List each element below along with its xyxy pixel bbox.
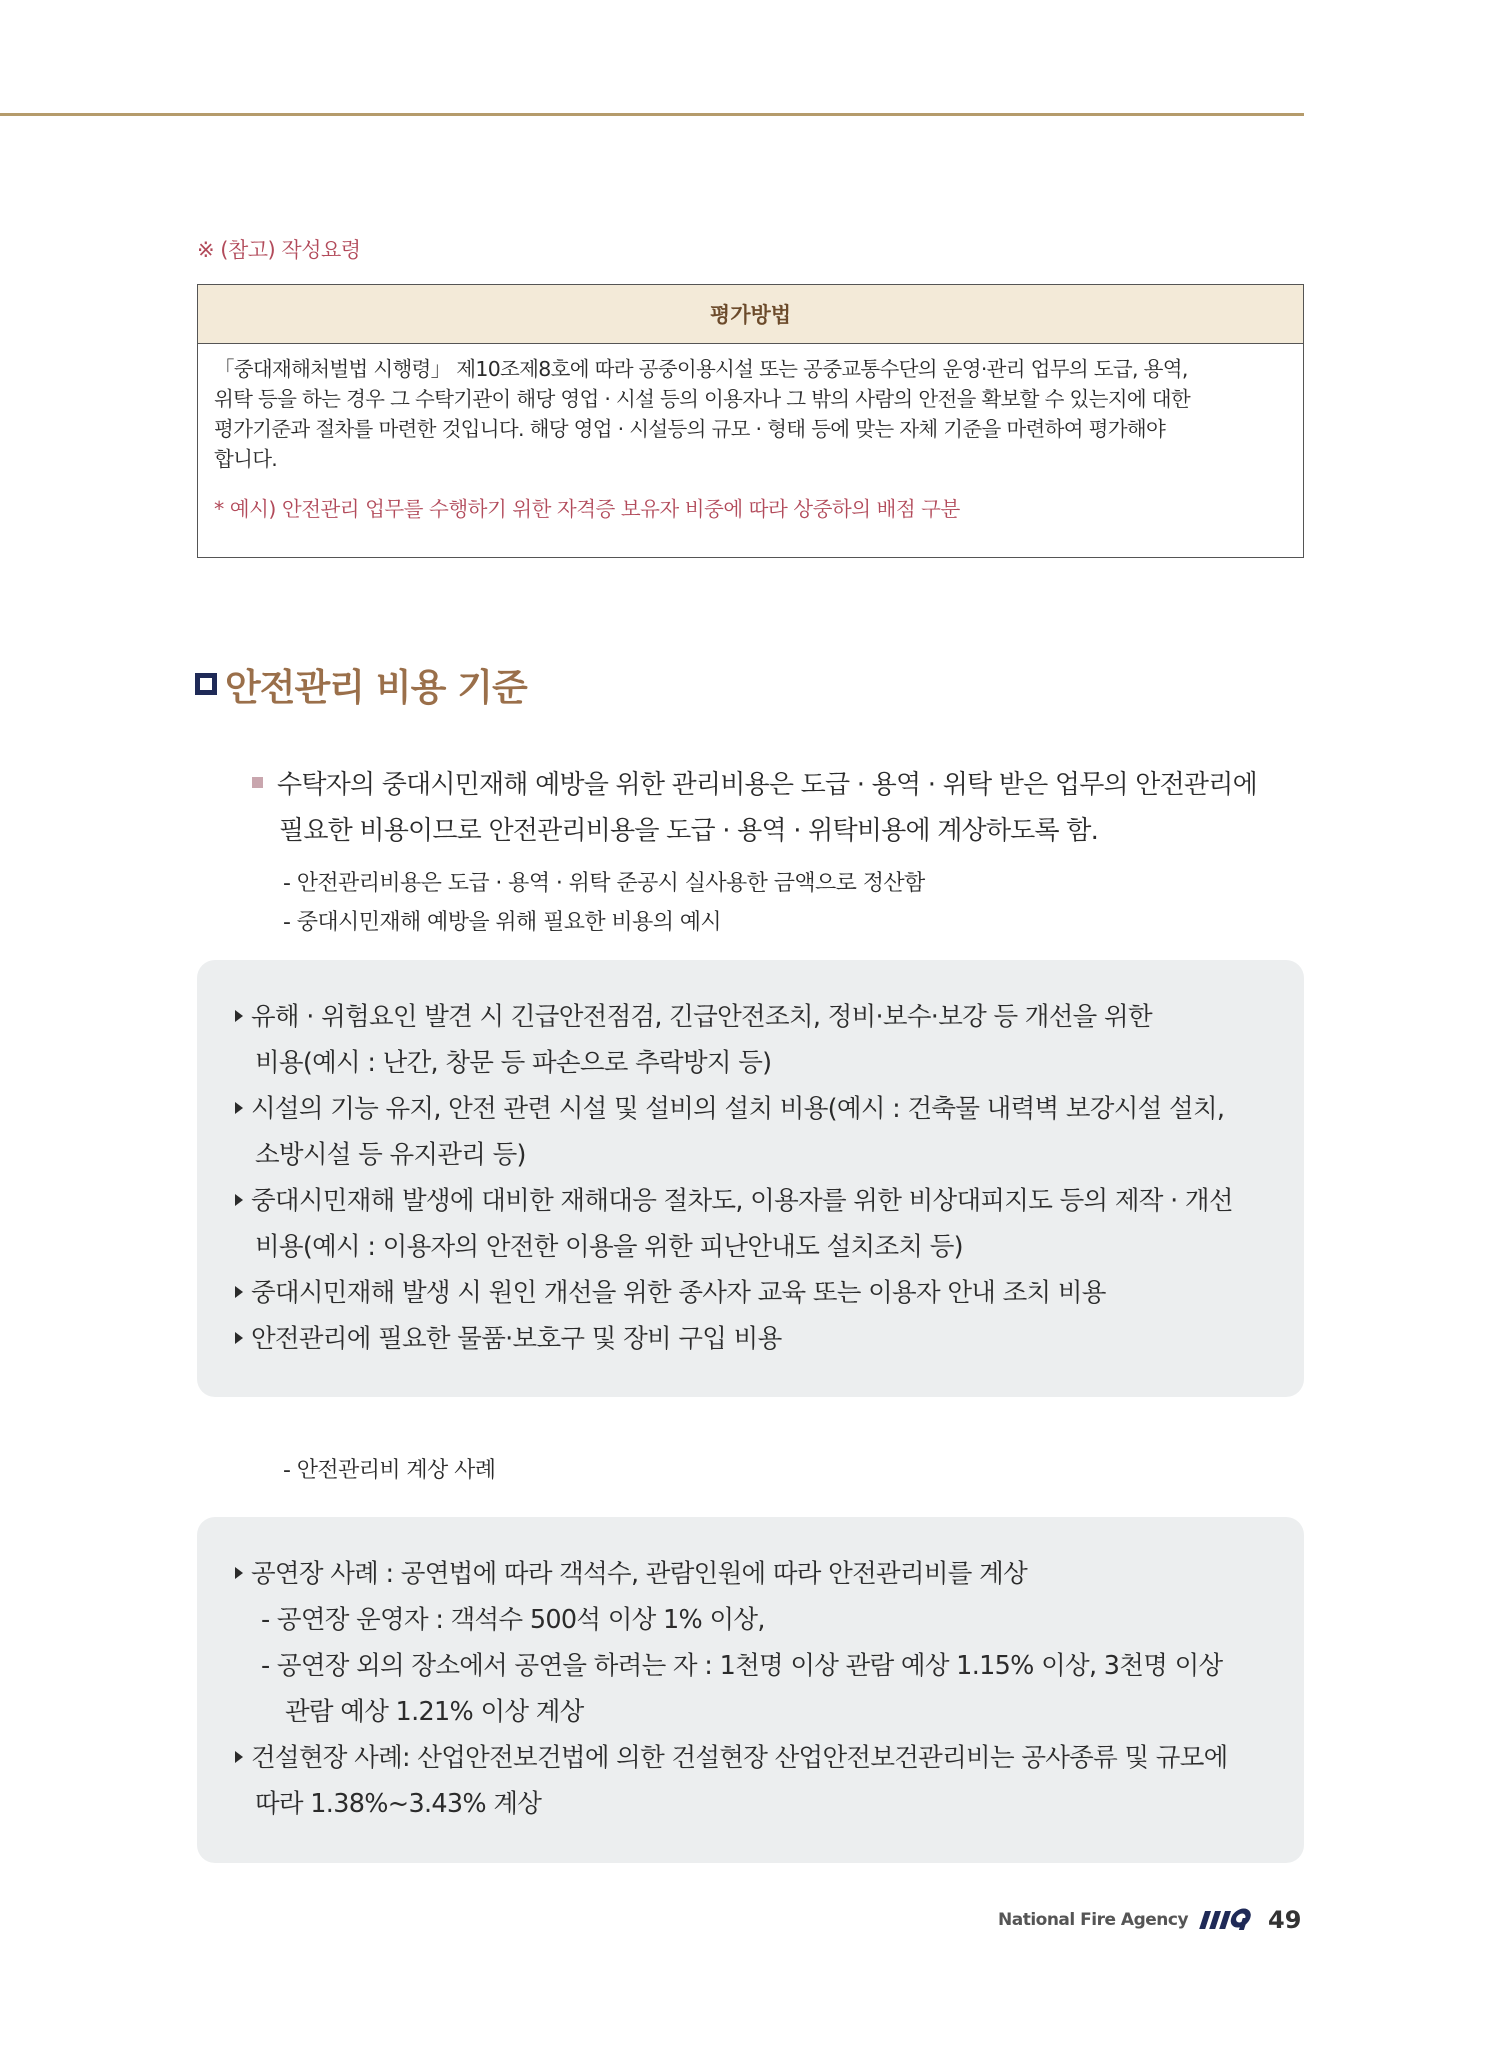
- list-item-text: 중대시민재해 발생에 대비한 재해대응 절차도, 이용자를 위한 비상대피지도 등의 제작 · 개선: [251, 1186, 1233, 1216]
- cost-examples-box: [197, 960, 1304, 1397]
- evaluation-method-header: 평가방법: [198, 285, 1303, 344]
- sub-list-item: - 공연장 운영자 : 객석수 500석 이상 1% 이상,: [261, 1605, 765, 1635]
- page-number: 49: [1268, 1906, 1302, 1934]
- triangle-bullet-icon: [235, 1332, 243, 1344]
- list-item-text: 소방시설 등 유지관리 등): [255, 1140, 526, 1170]
- intro-line-1: 수탁자의 중대시민재해 예방을 위한 관리비용은 도급 · 용역 · 위탁 받은 업무의 안전관리에: [277, 770, 1257, 800]
- triangle-bullet-icon: [235, 1567, 243, 1579]
- evaluation-example: * 예시) 안전관리 업무를 수행하기 위한 자격증 보유자 비중에 따라 상중하의 배점 구분: [214, 497, 960, 521]
- intro-paragraph: [252, 762, 1312, 854]
- cost-cases-box: [197, 1517, 1304, 1863]
- sub-list-item: - 공연장 외의 장소에서 공연을 하려는 자 : 1천명 이상 관람 예상 1.15% 이상, 3천명 이상: [261, 1651, 1223, 1681]
- list-item-text: 비용(예시 : 난간, 창문 등 파손으로 추락방지 등): [255, 1048, 772, 1078]
- triangle-bullet-icon: [235, 1286, 243, 1298]
- list-item-text: 시설의 기능 유지, 안전 관련 시설 및 설비의 설치 비용(예시 : 건축물 내력벽 보강시설 설치,: [251, 1094, 1225, 1124]
- list-item-text: 건설현장 사례: 산업안전보건법에 의한 건설현장 산업안전보건관리비는 공사종류 및 규모에: [251, 1743, 1228, 1773]
- section-title: 안전관리 비용 기준: [225, 666, 527, 709]
- list-item: [235, 994, 1264, 1086]
- intro-sub-item: - 안전관리비용은 도급 · 용역 · 위탁 준공시 실사용한 금액으로 정산함: [283, 871, 925, 896]
- top-rule: [0, 113, 1304, 116]
- square-bullet-icon: [195, 673, 217, 695]
- case-heading: - 안전관리비 계상 사례: [283, 1458, 496, 1483]
- section-heading: [195, 657, 527, 711]
- list-item-text: 공연장 사례 : 공연법에 따라 객석수, 관람인원에 따라 안전관리비를 계상: [251, 1559, 1028, 1589]
- triangle-bullet-icon: [235, 1102, 243, 1114]
- triangle-bullet-icon: [235, 1751, 243, 1763]
- list-item: [235, 1086, 1264, 1178]
- list-item-text: 비용(예시 : 이용자의 안전한 이용을 위한 피난안내도 설치조치 등): [255, 1232, 963, 1262]
- evaluation-text-line: 위탁 등을 하는 경우 그 수탁기관이 해당 영업 · 시설 등의 이용자나 그 밖의 사람의 안전을 확보할 수 있는지에 대한: [214, 387, 1190, 411]
- list-item-text: 안전관리에 필요한 물품·보호구 및 장비 구입 비용: [251, 1324, 782, 1354]
- page-footer: [998, 1906, 1301, 1934]
- list-item-text: 따라 1.38%~3.43% 계상: [255, 1789, 542, 1819]
- sub-list-item-wrap: 관람 예상 1.21% 이상 계상: [285, 1697, 584, 1727]
- triangle-bullet-icon: [235, 1194, 243, 1206]
- evaluation-text-line: 합니다.: [214, 447, 278, 471]
- reference-note: ※ (참고) 작성요령: [197, 238, 361, 262]
- intro-line-2: 필요한 비용이므로 안전관리비용을 도급 · 용역 · 위탁비용에 계상하도록 함.: [279, 816, 1099, 846]
- list-item: [235, 1178, 1264, 1270]
- list-item: [235, 1316, 1264, 1362]
- list-item: [235, 1270, 1264, 1316]
- list-item: [235, 1735, 1264, 1827]
- triangle-bullet-icon: [235, 1010, 243, 1022]
- intro-sub-item: - 중대시민재해 예방을 위해 필요한 비용의 예시: [283, 910, 722, 935]
- square-bullet-icon: [252, 777, 263, 788]
- evaluation-text-line: 평가기준과 절차를 마련한 것입니다. 해당 영업 · 시설등의 규모 · 형태 등에 맞는 자체 기준을 마련하여 평가해야: [214, 417, 1166, 441]
- evaluation-method-table: [197, 284, 1304, 558]
- list-item: [235, 1551, 1264, 1597]
- list-item-text: 중대시민재해 발생 시 원인 개선을 위한 종사자 교육 또는 이용자 안내 조치 비용: [251, 1278, 1106, 1308]
- agency-name: National Fire Agency: [998, 1910, 1189, 1930]
- list-item-text: 유해 · 위험요인 발견 시 긴급안전점검, 긴급안전조치, 정비·보수·보강 등 개선을 위한: [251, 1002, 1152, 1032]
- evaluation-method-body: [198, 344, 1303, 524]
- evaluation-text-line: 「중대재해처벌법 시행령」 제10조제8호에 따라 공중이용시설 또는 공중교통수단의 운영·관리 업무의 도급, 용역,: [214, 357, 1188, 381]
- agency-logo-icon: [1196, 1908, 1258, 1932]
